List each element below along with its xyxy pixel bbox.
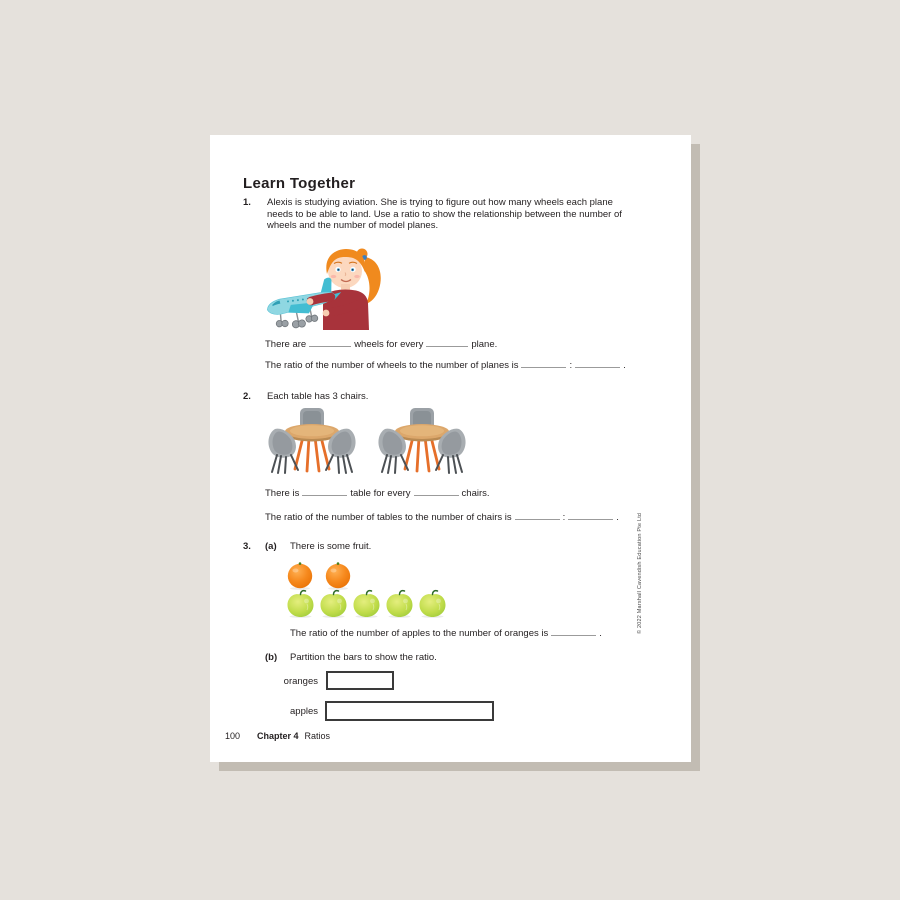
table-with-chairs-illustration xyxy=(265,407,357,475)
p2-blank1-mid: table for every xyxy=(350,488,411,499)
answer-blank xyxy=(568,511,613,520)
girl-face xyxy=(326,249,365,288)
answer-blank xyxy=(551,627,596,636)
part-b-label: (b) xyxy=(265,652,278,663)
footer-chapter-title: Ratios xyxy=(304,731,331,741)
ratio-colon: : xyxy=(562,512,566,523)
oranges-illustration-row xyxy=(286,561,352,590)
green-apple-illustration xyxy=(318,588,349,618)
ratio-colon: : xyxy=(569,360,573,371)
sentence-period: . xyxy=(616,512,619,523)
p1-sentence-blank-line xyxy=(265,338,665,351)
problem-2-prompt: Each table has 3 chairs. xyxy=(267,391,369,402)
apples-bar-label: apples xyxy=(290,706,318,717)
p2-ratio-blank-line xyxy=(265,511,665,524)
p1-blank1-post: plane. xyxy=(471,339,498,350)
tables-illustration-row xyxy=(265,407,467,475)
orange-illustration xyxy=(324,561,352,590)
page-title: Learn Together xyxy=(243,175,356,192)
answer-blank xyxy=(302,487,347,496)
oranges-bar-box xyxy=(326,671,394,690)
problem-3-number: 3. xyxy=(243,541,251,552)
p3a-ratio-pre: The ratio of the number of apples to the number of oranges is xyxy=(290,628,549,639)
p2-blank1-post: chairs. xyxy=(461,488,490,499)
part-a-prompt: There is some fruit. xyxy=(290,541,372,552)
oranges-bar-label: oranges xyxy=(283,676,318,687)
table-with-chairs-illustration xyxy=(375,407,467,475)
green-apple-illustration xyxy=(285,588,316,618)
p1-blank1-mid: wheels for every xyxy=(354,339,424,350)
answer-blank xyxy=(575,359,620,368)
apples-illustration-row xyxy=(285,588,448,618)
girl-with-toy-plane-illustration xyxy=(265,245,405,330)
problem-2-number: 2. xyxy=(243,391,251,402)
answer-blank xyxy=(414,487,459,496)
problem-1-prompt: Alexis is studying aviation. She is trying to figure out how many wheels each plane needs to be able to land. Use a ratio to show the relationship between the number of wheels and the number of model planes. xyxy=(267,197,622,231)
footer-chapter-label: Chapter 4 xyxy=(257,731,299,741)
sentence-period: . xyxy=(623,360,626,371)
answer-blank xyxy=(521,359,566,368)
answer-blank xyxy=(426,338,468,347)
footer-page-number: 100 xyxy=(225,731,241,741)
p2-sentence-blank-line xyxy=(265,487,665,500)
p2-blank1-pre: There is xyxy=(265,488,300,499)
apples-bar-box xyxy=(325,701,494,721)
p1-blank2-pre: The ratio of the number of wheels to the number of planes is xyxy=(265,360,519,371)
green-apple-illustration xyxy=(417,588,448,618)
sentence-period: . xyxy=(599,628,602,639)
part-a-label: (a) xyxy=(265,541,277,552)
p3a-ratio-blank-line xyxy=(290,627,690,640)
green-apple-illustration xyxy=(384,588,415,618)
copyright-notice: © 2022 Marshall Cavendish Education Pte Ltd xyxy=(637,512,643,634)
worksheet-page xyxy=(210,135,691,762)
green-apple-illustration xyxy=(351,588,382,618)
part-b-prompt: Partition the bars to show the ratio. xyxy=(290,652,437,663)
p1-blank1-pre: There are xyxy=(265,339,307,350)
orange-illustration xyxy=(286,561,314,590)
answer-blank xyxy=(309,338,351,347)
page-footer xyxy=(225,731,330,741)
problem-1-number: 1. xyxy=(243,197,251,208)
answer-blank xyxy=(515,511,560,520)
p1-ratio-blank-line xyxy=(265,359,665,372)
p2-blank2-pre: The ratio of the number of tables to the number of chairs is xyxy=(265,512,512,523)
